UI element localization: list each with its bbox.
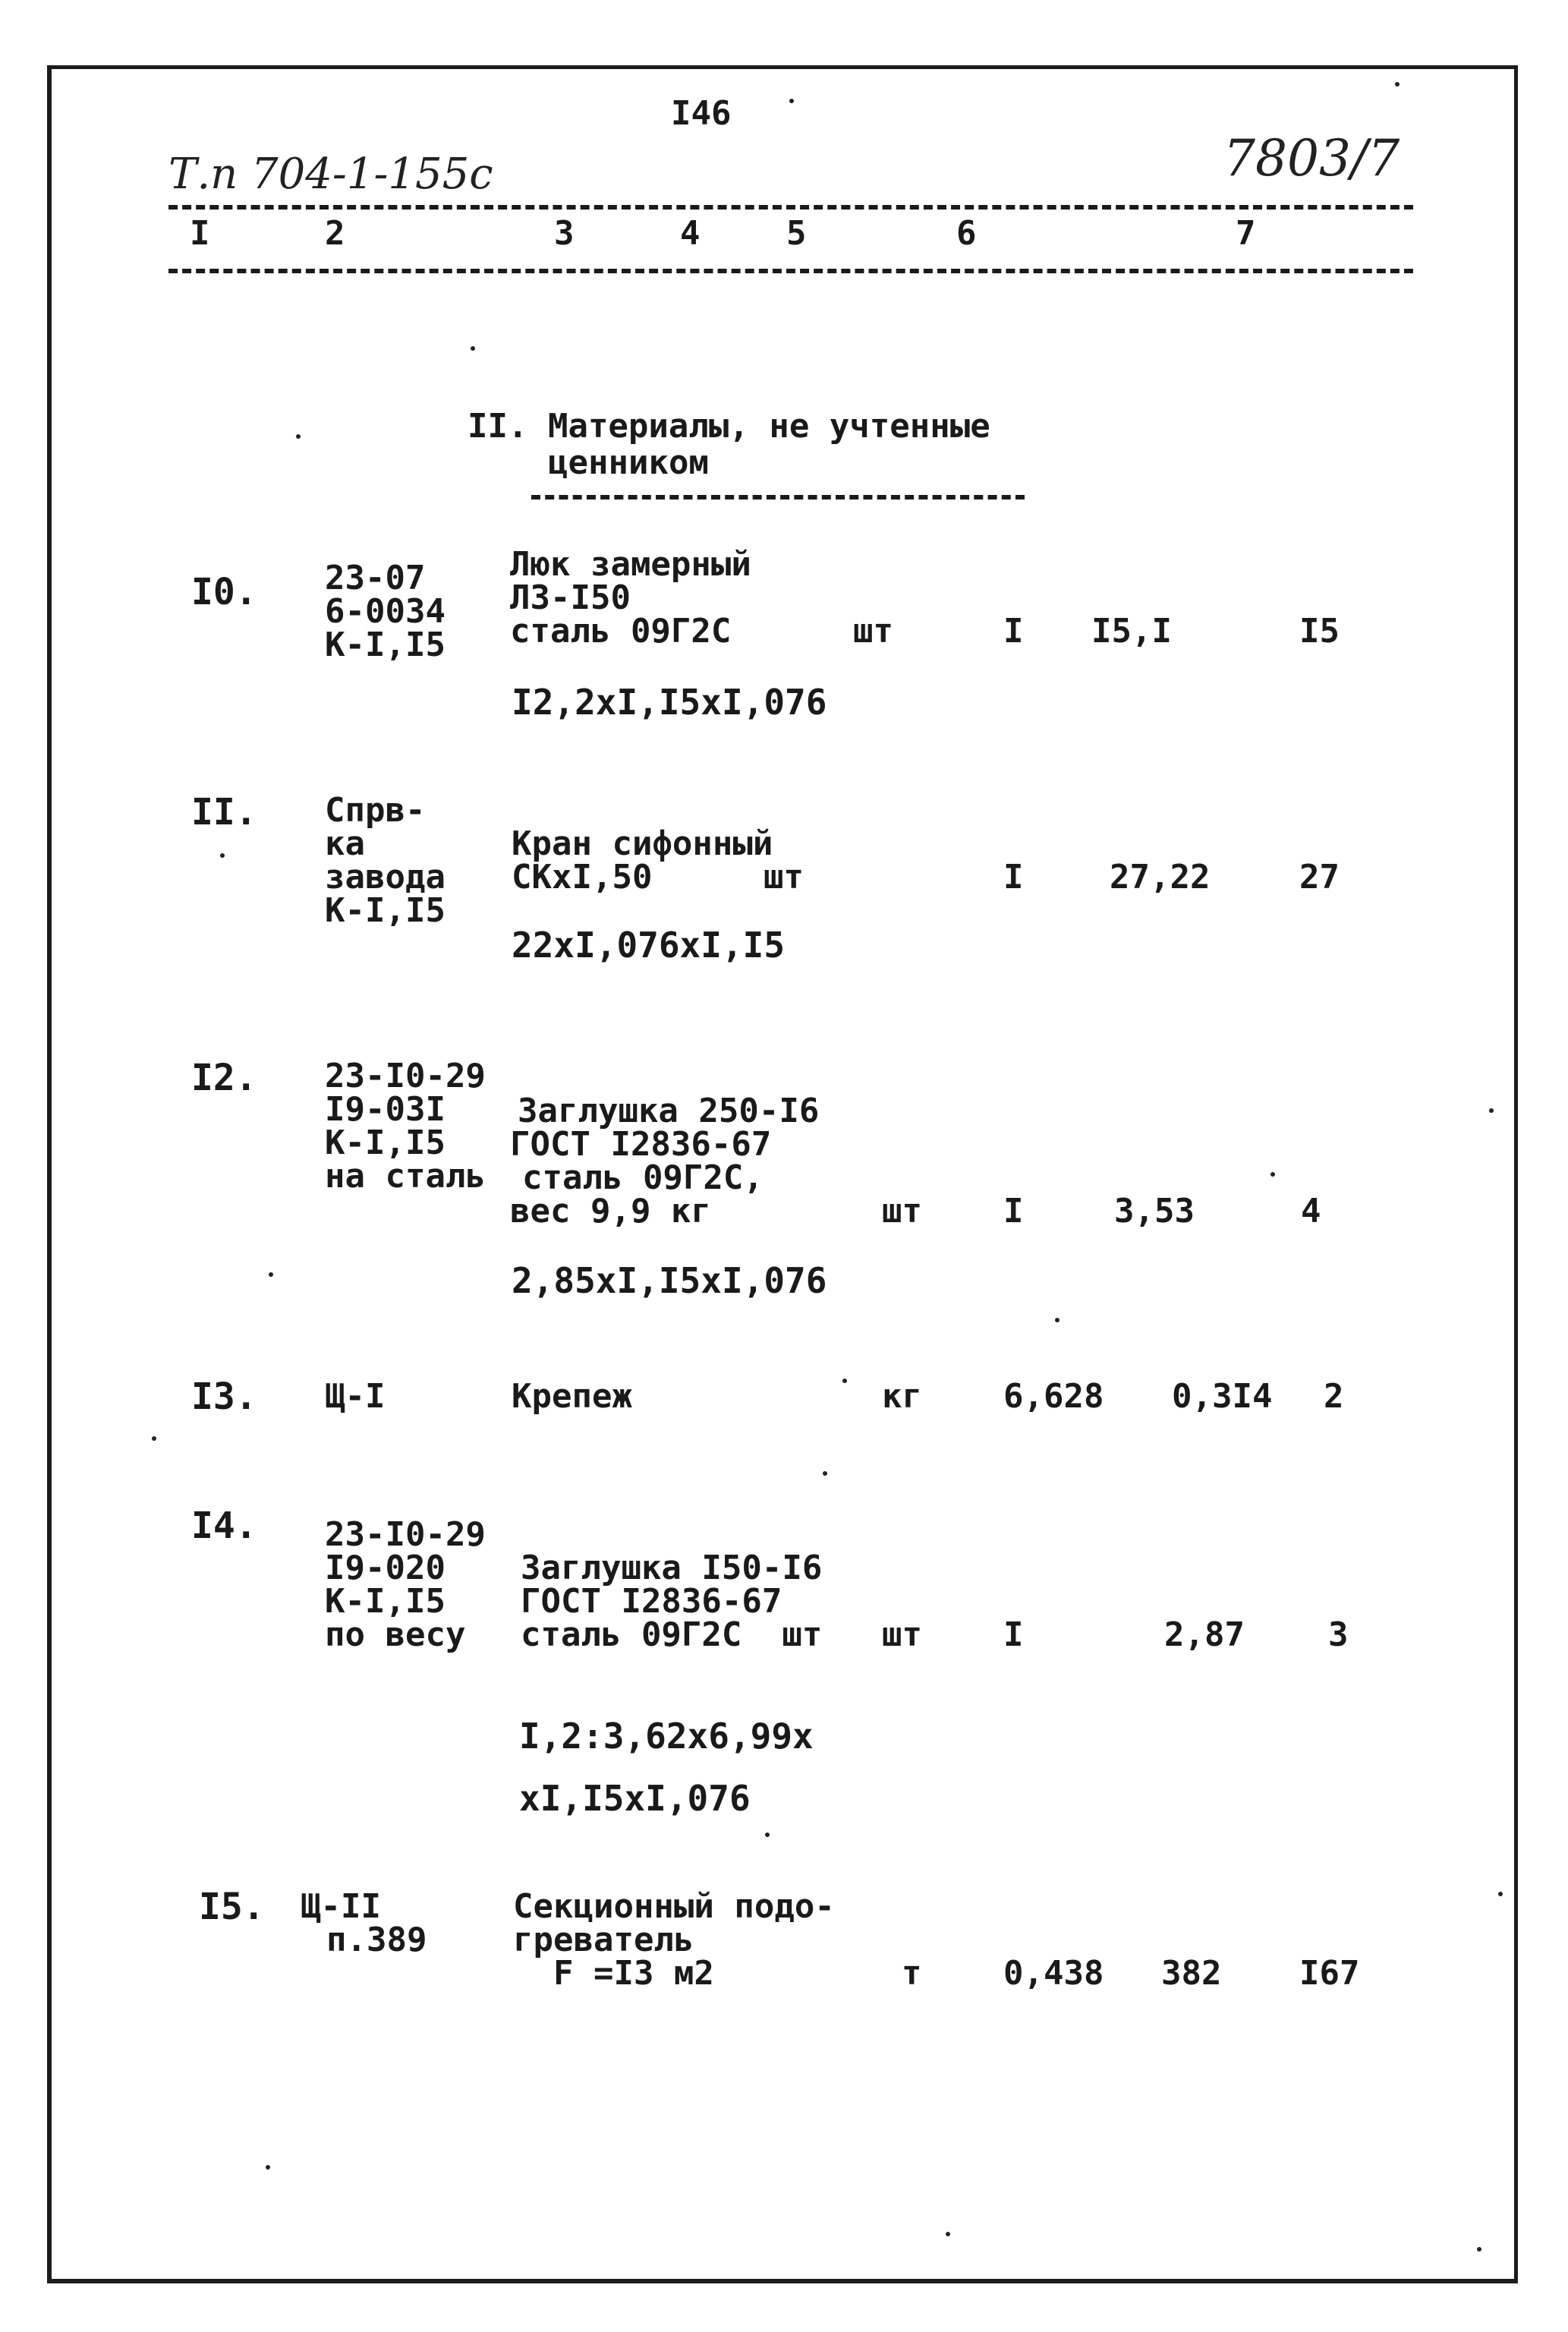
row-unit: шт bbox=[882, 1615, 922, 1654]
scan-speck bbox=[1270, 1172, 1275, 1177]
row-number: I2. bbox=[191, 1057, 257, 1099]
row-name-line: Секционный подо- bbox=[513, 1887, 835, 1926]
row-total: I67 bbox=[1299, 1954, 1360, 1993]
row-total: 27 bbox=[1299, 858, 1340, 897]
row-name-line: СКхI,50 bbox=[512, 858, 653, 897]
row-price: 3,53 bbox=[1114, 1192, 1195, 1231]
row-name-line: ЛЗ-I50 bbox=[510, 578, 631, 617]
row-unit: шт bbox=[882, 1192, 922, 1231]
row-price: I5,I bbox=[1091, 612, 1172, 651]
page-frame bbox=[47, 65, 1518, 2283]
row-number: I4. bbox=[191, 1505, 257, 1547]
column-number-4: 4 bbox=[680, 214, 701, 253]
row-ref-line: 23-07 bbox=[325, 559, 426, 597]
scan-speck bbox=[1498, 1892, 1503, 1896]
column-number-6: 6 bbox=[956, 214, 977, 253]
row-total: 4 bbox=[1301, 1192, 1321, 1231]
row-ref-line: I9-03I bbox=[325, 1090, 446, 1129]
row-name-line: вес 9,9 кг bbox=[510, 1192, 711, 1231]
column-number-1: I bbox=[190, 214, 210, 253]
row-price: 2,87 bbox=[1164, 1615, 1245, 1654]
row-price: 27,22 bbox=[1110, 858, 1211, 897]
row-number: II. bbox=[191, 791, 257, 834]
row-unit: шт bbox=[764, 858, 804, 897]
section-underline bbox=[531, 495, 1025, 499]
row-name-line: F =I3 м2 bbox=[513, 1954, 714, 1993]
page-number: I46 bbox=[671, 94, 732, 133]
row-ref-line: К-I,I5 bbox=[325, 891, 446, 930]
row-total: 2 bbox=[1324, 1377, 1344, 1416]
row-name-line: Люк замерный bbox=[510, 545, 751, 584]
row-name-line: Заглушка 250-I6 bbox=[518, 1092, 820, 1130]
row-number: I0. bbox=[191, 571, 257, 613]
row-unit: кг bbox=[882, 1377, 922, 1416]
row-name-line: Заглушка I50-I6 bbox=[521, 1549, 823, 1587]
row-ref-line: Щ-I bbox=[325, 1377, 386, 1416]
row-quantity: I bbox=[1003, 612, 1024, 651]
row-unit: шт bbox=[853, 612, 893, 651]
row-quantity: I bbox=[1003, 1192, 1024, 1231]
row-name-line: ГОСТ I2836-67 bbox=[521, 1582, 782, 1621]
row-calculation: хI,I5хI,076 bbox=[519, 1778, 751, 1819]
row-ref-line: К-I,I5 bbox=[325, 626, 446, 664]
row-ref-line: I9-020 bbox=[325, 1549, 446, 1587]
row-ref-line: на сталь bbox=[325, 1157, 486, 1196]
row-calculation: I2,2хI,I5хI,076 bbox=[512, 682, 827, 723]
scan-speck bbox=[1477, 2247, 1481, 2252]
row-name-line: греватель bbox=[513, 1921, 694, 1959]
scan-speck bbox=[765, 1833, 770, 1837]
scan-speck bbox=[1489, 1108, 1494, 1113]
row-calculation: 22хI,076хI,I5 bbox=[512, 925, 786, 966]
column-number-3: 3 bbox=[554, 214, 575, 253]
row-unit: т bbox=[902, 1954, 922, 1993]
scan-speck bbox=[220, 853, 225, 858]
scan-speck bbox=[1055, 1318, 1060, 1322]
column-number-5: 5 bbox=[786, 214, 807, 253]
row-quantity: 0,438 bbox=[1003, 1954, 1104, 1993]
row-calculation: 2,85хI,I5хI,076 bbox=[512, 1260, 827, 1301]
column-number-2: 2 bbox=[325, 214, 345, 253]
row-ref-line: 6-0034 bbox=[325, 592, 446, 631]
scan-speck bbox=[296, 434, 301, 439]
row-ref-line: ка bbox=[325, 824, 365, 863]
row-ref-line: 23-I0-29 bbox=[325, 1515, 486, 1554]
row-name-line: Кран сифонный bbox=[512, 824, 773, 863]
header-dash-line-top bbox=[168, 205, 1413, 210]
scan-speck bbox=[266, 2165, 270, 2170]
section-title: II. Материалы, не учтенные bbox=[468, 407, 990, 446]
row-name-line: сталь 09Г2С шт bbox=[521, 1615, 823, 1654]
row-ref-line: завода bbox=[325, 858, 446, 897]
scan-speck bbox=[789, 99, 794, 103]
row-quantity: I bbox=[1003, 858, 1024, 897]
row-ref-line: п.389 bbox=[326, 1921, 427, 1959]
section-title-cont: ценником bbox=[548, 443, 709, 482]
scan-speck bbox=[471, 346, 475, 351]
row-number: I3. bbox=[191, 1376, 257, 1418]
handwritten-project-code: Т.п 704-1-155с bbox=[168, 150, 493, 199]
row-total: 3 bbox=[1328, 1615, 1349, 1654]
row-quantity: 6,628 bbox=[1003, 1377, 1104, 1416]
row-price: 0,3I4 bbox=[1172, 1377, 1273, 1416]
scan-speck bbox=[842, 1379, 847, 1383]
row-ref-line: 23-I0-29 bbox=[325, 1057, 486, 1095]
column-number-7: 7 bbox=[1236, 214, 1256, 253]
row-ref-line: К-I,I5 bbox=[325, 1582, 446, 1621]
row-quantity: I bbox=[1003, 1615, 1024, 1654]
row-name-line: сталь 09Г2С, bbox=[522, 1158, 764, 1197]
row-ref-line: по весу bbox=[325, 1615, 466, 1654]
scan-speck bbox=[269, 1272, 273, 1277]
row-name-line: сталь 09Г2С bbox=[510, 612, 732, 651]
header-dash-line-bottom bbox=[168, 269, 1413, 273]
row-price: 382 bbox=[1161, 1954, 1222, 1993]
row-total: I5 bbox=[1299, 612, 1340, 651]
row-ref-line: К-I,I5 bbox=[325, 1123, 446, 1162]
row-name-line: Крепеж bbox=[512, 1377, 632, 1416]
scan-speck bbox=[1395, 82, 1400, 87]
scan-speck bbox=[823, 1471, 827, 1476]
row-calculation: I,2:3,62х6,99х bbox=[519, 1716, 814, 1757]
row-ref-line: Щ-II bbox=[301, 1887, 381, 1926]
scan-speck bbox=[946, 2232, 950, 2236]
scan-speck bbox=[152, 1436, 156, 1441]
row-name-line: ГОСТ I2836-67 bbox=[510, 1125, 772, 1164]
row-ref-line: Спрв- bbox=[325, 791, 426, 830]
row-number: I5. bbox=[199, 1886, 265, 1928]
handwritten-sheet-number: 7803/7 bbox=[1223, 129, 1400, 188]
